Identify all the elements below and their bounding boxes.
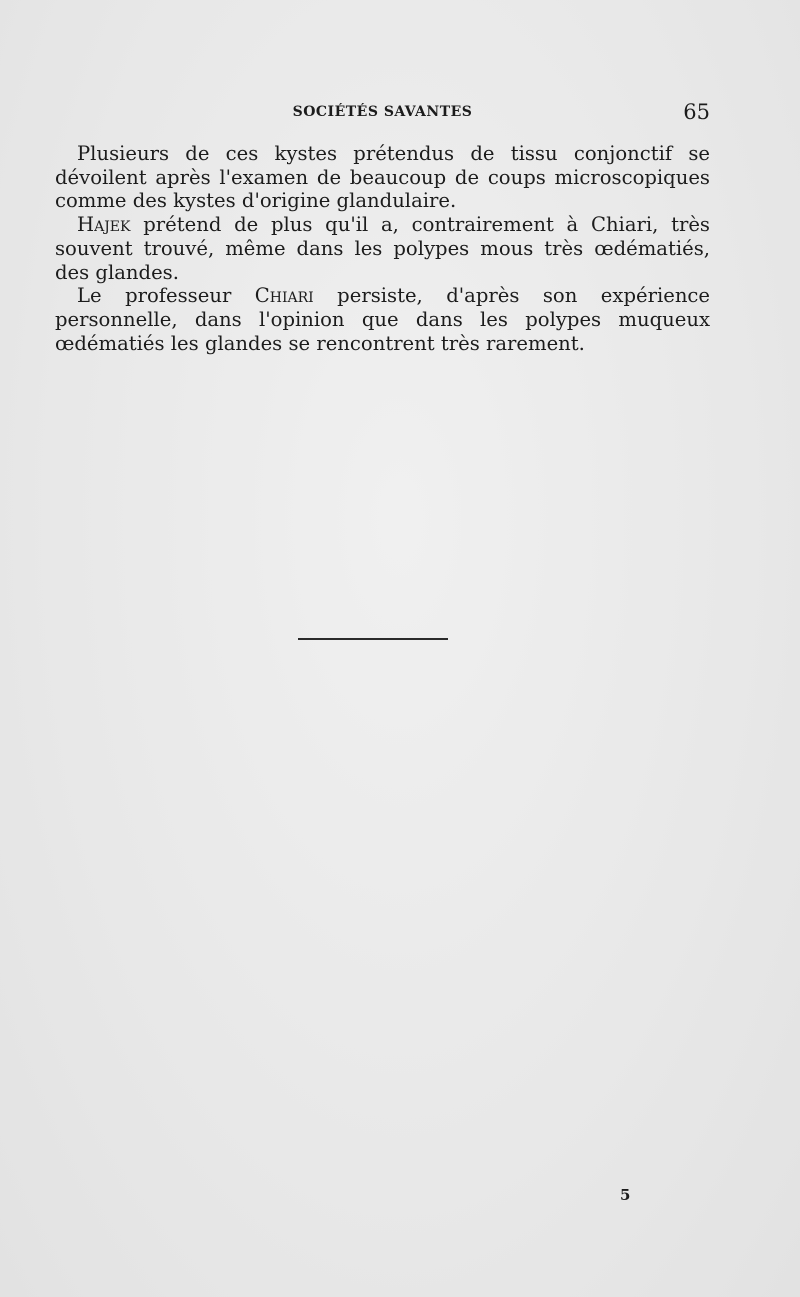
paragraph-2 <box>55 213 710 284</box>
paragraph-1: Plusieurs de ces kystes prétendus de tissu conjonctif se dévoilent après l'examen de beaucoup de coups microscopiques comme des kystes d'origine glandulaire. <box>55 142 710 213</box>
paragraph-3-text: persiste, d'après son expérience personnelle, dans l'opinion que dans les polypes muqueux œdématiés les glandes se rencontrent très rarement. <box>55 284 711 355</box>
signature-mark: 5 <box>620 1186 631 1204</box>
body-text <box>55 142 710 355</box>
running-title: SOCIÉTÉS SAVANTES <box>292 104 473 120</box>
author-name-chiari: Chiari <box>254 284 314 308</box>
author-name-hajek: Hajek <box>77 213 131 237</box>
paragraph-3 <box>55 284 710 355</box>
paragraph-2-text: prétend de plus qu'il a, contrairement à Chiari, très souvent trouvé, même dans les polypes mous très œdématiés, des glandes. <box>55 213 710 284</box>
running-head <box>55 100 710 126</box>
paragraph-3-lead: Le professeur <box>77 284 255 308</box>
section-end-rule <box>298 638 448 640</box>
page-number: 65 <box>683 100 710 124</box>
